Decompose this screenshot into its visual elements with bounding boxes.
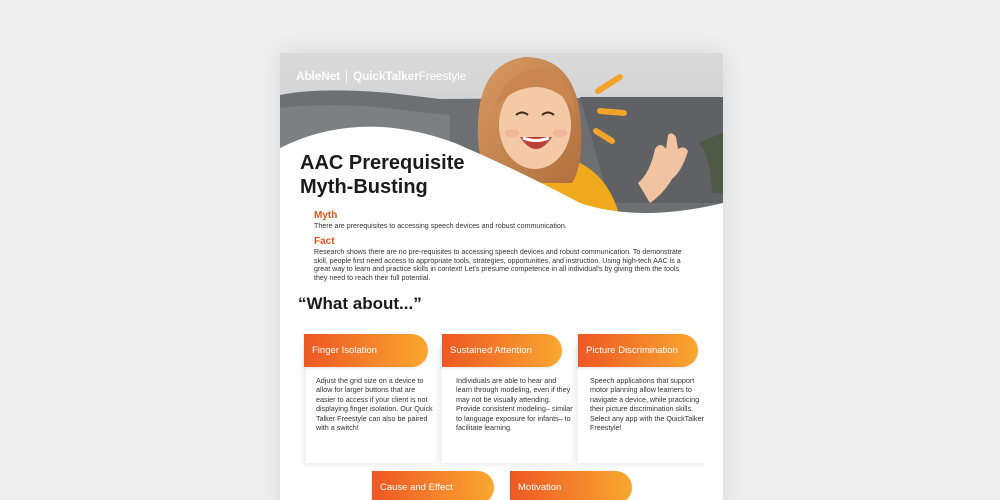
- fact-section: [314, 236, 694, 283]
- product-variant: Freestyle: [418, 69, 467, 83]
- title-line-2: Myth-Busting: [300, 176, 428, 198]
- card-title-finger-isolation: Finger Isolation: [304, 334, 428, 367]
- brand-logo: [296, 69, 466, 83]
- flyer-page: [280, 53, 723, 500]
- brand-divider: [346, 70, 347, 83]
- fact-heading: Fact: [314, 236, 335, 247]
- card-title-motivation: Motivation: [510, 471, 632, 500]
- card-text-finger-isolation: Adjust the grid size on a device to allow for larger buttons that are easier to access if your client is not displaying finger isolation. Our Quick Talker Freestyle can also be paired with a switch!: [316, 376, 433, 433]
- ablenet-logo-text: AbleNet: [296, 69, 340, 83]
- card-title-cause-and-effect: Cause and Effect: [372, 471, 494, 500]
- myth-heading: Myth: [314, 210, 338, 221]
- card-title-sustained-attention: Sustained Attention: [442, 334, 562, 367]
- card-title-picture-discrimination: Picture Discrimination: [578, 334, 698, 367]
- myth-section: [314, 210, 694, 231]
- card-text-sustained-attention: Individuals are able to hear and learn through modeling, even if they may not be visually attending. Provide consistent modeling– similar to language exposure for infants– to facilitate learning.: [456, 376, 573, 433]
- card-text-picture-discrimination: Speech applications that support motor planning allow learners to navigate a device, while practicing their picture discrimination skills. Select any app with the QuickTalker Freestyle!: [590, 376, 704, 433]
- product-name: QuickTalker: [352, 69, 419, 83]
- title-line-1: AAC Prerequisite: [300, 152, 465, 174]
- what-about-heading: “What about...”: [298, 294, 422, 313]
- page-title: [300, 151, 510, 199]
- myth-text: There are prerequisites to accessing speech devices and robust communication.: [314, 222, 567, 230]
- fact-text: Research shows there are no pre-requisites to accessing speech devices and robust communication. To demonstrate skill, people first need access to appropriate tools, strategies, opportunities, and instruction. Using high-tech AAC is a great way to learn and practice skills in context! Let's presume competence in all individual's by giving them the tools they need to reach their full potential.: [314, 248, 682, 283]
